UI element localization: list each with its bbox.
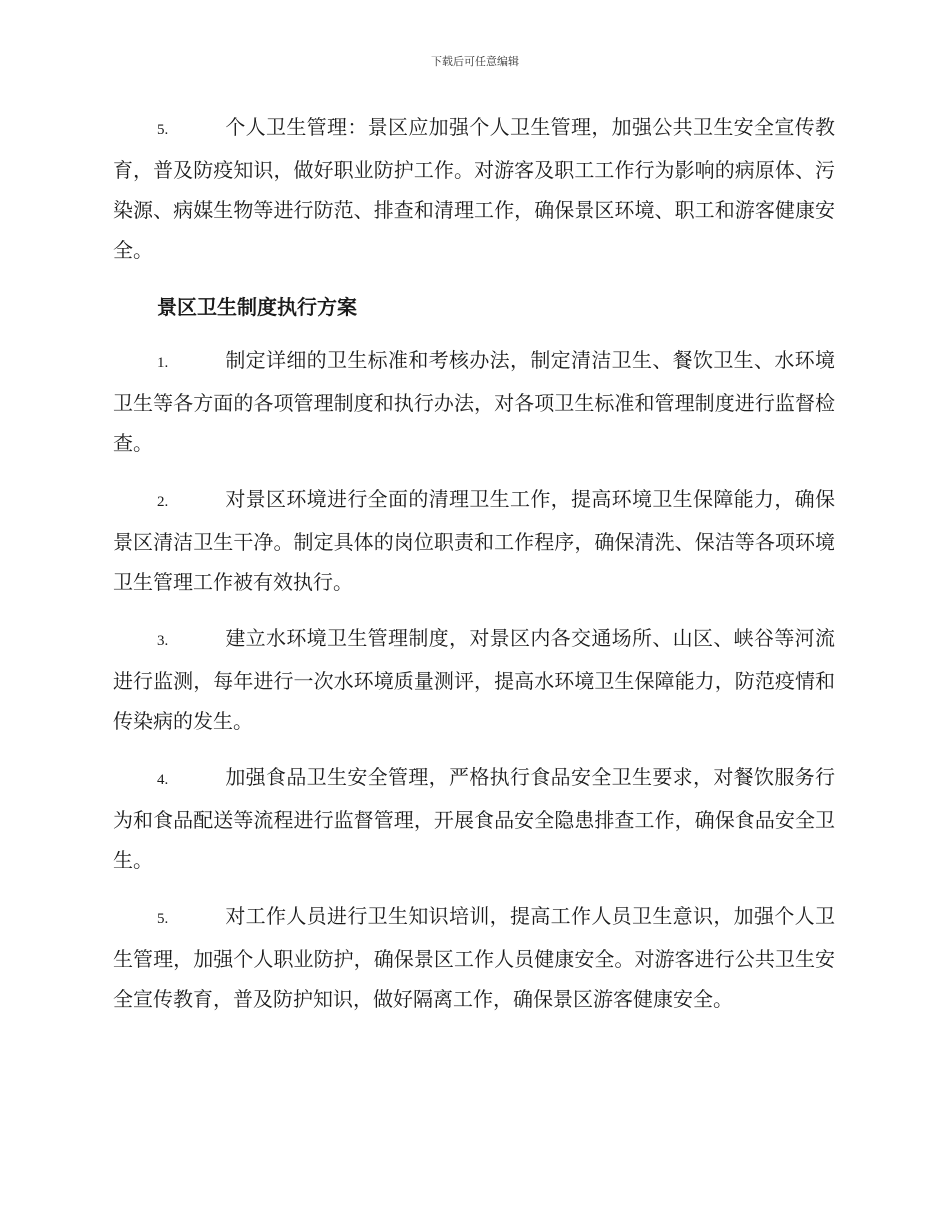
list-item-number: 5. bbox=[157, 911, 169, 927]
list-item-number: 4. bbox=[157, 772, 169, 788]
list-item bbox=[113, 340, 835, 463]
list-item-number: 1. bbox=[157, 355, 169, 371]
page-header: 下载后可任意编辑 bbox=[431, 55, 519, 68]
section-heading: 景区卫生制度执行方案 bbox=[157, 295, 357, 319]
list-item-number: 5. bbox=[157, 122, 169, 138]
list-item bbox=[113, 757, 835, 880]
list-item-text: 个人卫生管理：景区应加强个人卫生管理，加强公共卫生安全宣传教育，普及防疫知识，做好职业防护工作。对游客及职工工作行为影响的病原体、污染源、病媒生物等进行防范、排查和清理工作，确保景区环境、职工和游客健康安全。 bbox=[113, 115, 835, 262]
list-item bbox=[113, 479, 835, 602]
list-item-text: 加强食品卫生安全管理，严格执行食品安全卫生要求，对餐饮服务行为和食品配送等流程进行监督管理，开展食品安全隐患排查工作，确保食品安全卫生。 bbox=[113, 765, 835, 872]
list-item-number: 3. bbox=[157, 633, 169, 649]
list-item-text: 对工作人员进行卫生知识培训，提高工作人员卫生意识，加强个人卫生管理，加强个人职业防护，确保景区工作人员健康安全。对游客进行公共卫生安全宣传教育，普及防护知识，做好隔离工作，确保景区游客健康安全。 bbox=[113, 904, 835, 1011]
list-item-text: 建立水环境卫生管理制度，对景区内各交通场所、山区、峡谷等河流进行监测，每年进行一次水环境质量测评，提高水环境卫生保障能力，防范疫情和传染病的发生。 bbox=[113, 626, 835, 733]
list-item-text: 制定详细的卫生标准和考核办法，制定清洁卫生、餐饮卫生、水环境卫生等各方面的各项管理制度和执行办法，对各项卫生标准和管理制度进行监督检查。 bbox=[113, 348, 835, 455]
list-item bbox=[113, 896, 835, 1019]
list-item-personal-hygiene bbox=[113, 107, 835, 270]
list-item bbox=[113, 618, 835, 741]
list-item-number: 2. bbox=[157, 494, 169, 510]
document-body bbox=[113, 107, 835, 1035]
list-item-text: 对景区环境进行全面的清理卫生工作，提高环境卫生保障能力，确保景区清洁卫生干净。制定具体的岗位职责和工作程序，确保清洗、保洁等各项环境卫生管理工作被有效执行。 bbox=[113, 487, 835, 594]
